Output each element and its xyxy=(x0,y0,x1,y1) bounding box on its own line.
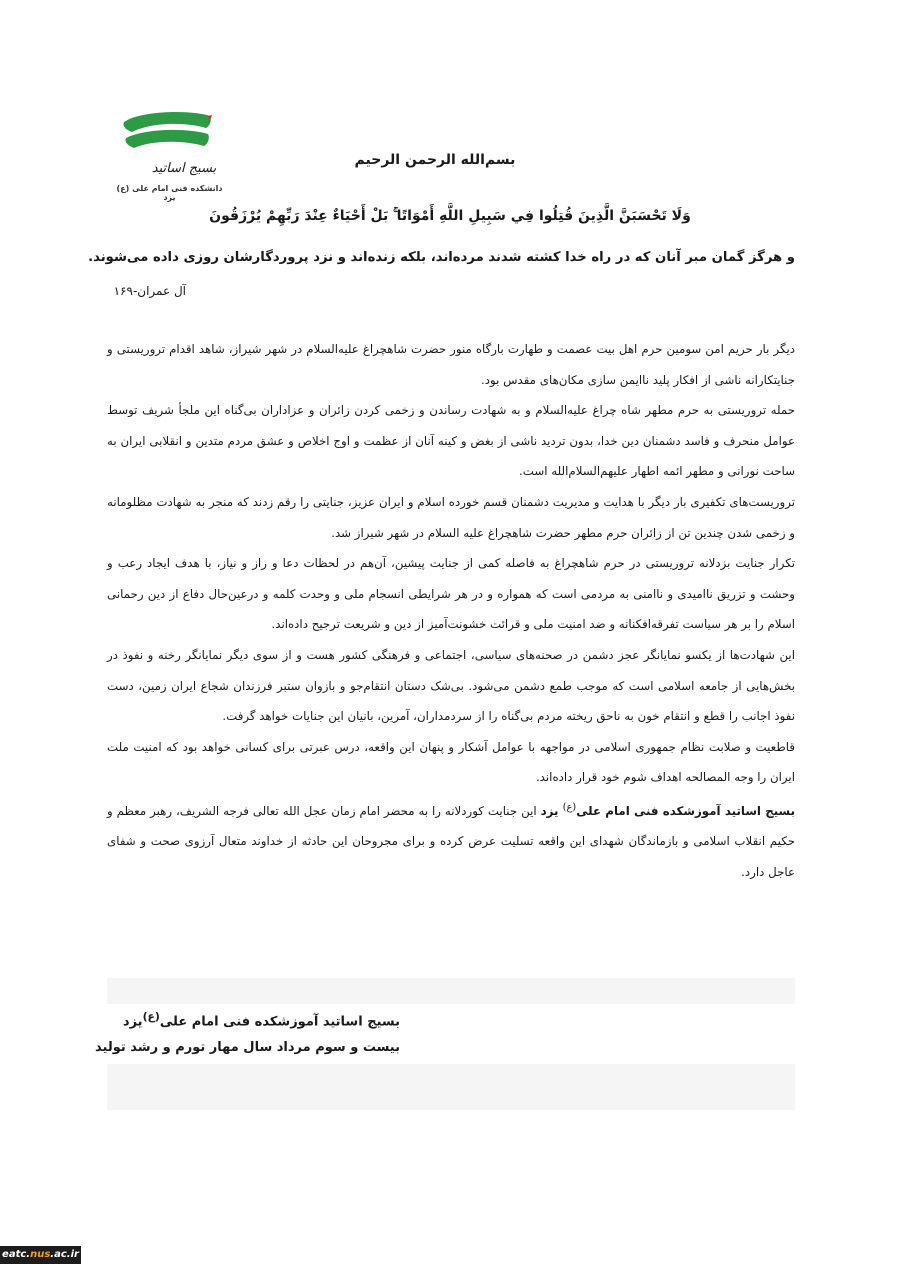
paragraph: تکرار جنایت بزدلانه تروریستی در حرم شاهچراغ به فاصله کمی از جنایت پیشین، آن‌هم در لحظات دعا و راز و نیاز، با هدف ایجاد رعب و وحشت و تزریق ناامیدی و ناامنی به مردمی است که همواره و در هر شرایطی انسجام ملی و وحدت کلمه و درعین‌حال دفاع از دین رحمانی اسلام را بر هر سیاست تفرقه‌افکنانه و ضد امنیت ملی و قرائت خشونت‌آمیز از دین و شریعت ترجیح داده‌اند. xyxy=(107,556,795,632)
paragraph: دیگر بار حریم امن سومین حرم اهل بیت عصمت و طهارت بارگاه منور حضرت شاهچراغ علیه‌السلام در شهر شیراز، شاهد اقدام تروریستی و جنایتکارانه ناشی از افکار پلید ناایمن سازی مکان‌های مقدس بود. xyxy=(107,342,795,387)
city-name: یزد xyxy=(540,803,563,818)
logo-emblem-icon xyxy=(112,108,227,184)
paragraph: این شهادت‌ها از یکسو نمایانگر عجز دشمن در صحنه‌های سیاسی، اجتماعی و فرهنگی کشور هست و از سوی دیگر نمایانگر رخنه و نفوذ در بخش‌هایی از جامعه اسلامی است که موجب طمع دشمن می‌شود. بی‌شک دستان انتقام‌جو و بازوان ستبر فرزندان شجاع ایران زمین، دست نفوذ اجانب را قطع و انتقام خون به ناحق ریخته مردم بی‌گناه را از سردمداران، آمرین، بانیان این جنایات خواهد گرفت. xyxy=(107,647,795,724)
watermark-suffix: .ac.ir xyxy=(50,1249,79,1260)
logo-subtitle: دانشکده فنی امام علی (ع) یزد xyxy=(116,184,223,202)
organization-name: بسیج اساتید آموزشکده فنی امام علی xyxy=(576,803,795,818)
basmala: بسم‌الله الرحمن الرحیم xyxy=(354,152,516,168)
signature-shade-top xyxy=(107,978,795,1004)
verse-translation: و هرگز گمان مبر آنان که در راه خدا کشته شدند مرده‌اند، بلکه زنده‌اند و نزد پروردگارشان روزی داده می‌شوند. xyxy=(88,250,795,265)
signature-honorific: (ع) xyxy=(142,1010,160,1023)
quran-verse: وَلَا تَحْسَبَنَّ الَّذِينَ قُتِلُوا فِي سَبِيلِ اللَّهِ أَمْوَاتًا ۚ بَلْ أَحْيَاءٌ عِنْدَ رَبِّهِمْ يُرْزَقُونَ xyxy=(209,208,691,224)
paragraph xyxy=(107,793,795,888)
watermark-prefix: eatc. xyxy=(2,1249,31,1260)
site-watermark xyxy=(0,1246,81,1264)
signature-org-text: بسیج اساتید آموزشکده فنی امام علی xyxy=(159,1014,400,1030)
paragraph: حمله تروریستی به حرم مطهر شاه چراغ علیه‌السلام و به شهادت رساندن و زخمی کردن زائران و عزاداران بی‌گناه این ملجأ شریف توسط عوامل منحرف و فاسد دشمنان دین خدا، بدون تردید ناشی از بغض و کینه آنان از عظمت و اوج اخلاص و عشق مردم متدین و انقلابی ایران به ساحت نورانی و مطهر ائمه اطهار علیهم‌السلام‌الله است. xyxy=(107,403,795,479)
logo-text: بسیج اساتید xyxy=(151,161,217,176)
signature-organization xyxy=(110,1010,400,1029)
watermark-accent: nus xyxy=(30,1249,51,1260)
signature-city: یزد xyxy=(122,1014,143,1030)
paragraph: تروریست‌های تکفیری بار دیگر با هدایت و مدیریت دشمنان قسم خورده اسلام و ایران عزیز، جنایتی را رقم زدند که منجر به شهادت مظلومانه و زخمی شدن چندین تن از زائران حرم مطهر حضرت شاهچراغ علیه السلام در شهر شیراز شد. xyxy=(107,494,795,540)
honorific: (ع) xyxy=(562,801,577,813)
verse-source: آل عمران-۱۶۹ xyxy=(113,284,186,298)
signature-shade-bottom xyxy=(107,1064,795,1110)
statement-body xyxy=(107,334,795,888)
paragraph-text: این جنایت کوردلانه را به محضر امام زمان عجل الله تعالی فرجه الشریف، رهبر معظم و حکیم انقلاب اسلامی و بازماندگان شهدای این واقعه تسلیت عرض کرده و برای مجروحان این حادثه از خداوند متعال آرزوی صحت و شفای عاجل دارد. xyxy=(107,803,795,880)
paragraph: قاطعیت و صلابت نظام جمهوری اسلامی در مواجهه با عوامل آشکار و پنهان این واقعه، درس عبرتی برای کسانی خواهد بود که امنیت ملت ایران را وجه المصالحه اهداف شوم خود قرار داده‌اند. xyxy=(107,739,795,785)
signature-date: بیست و سوم مرداد سال مهار تورم و رشد تولید xyxy=(95,1040,400,1055)
basij-logo xyxy=(112,108,227,202)
